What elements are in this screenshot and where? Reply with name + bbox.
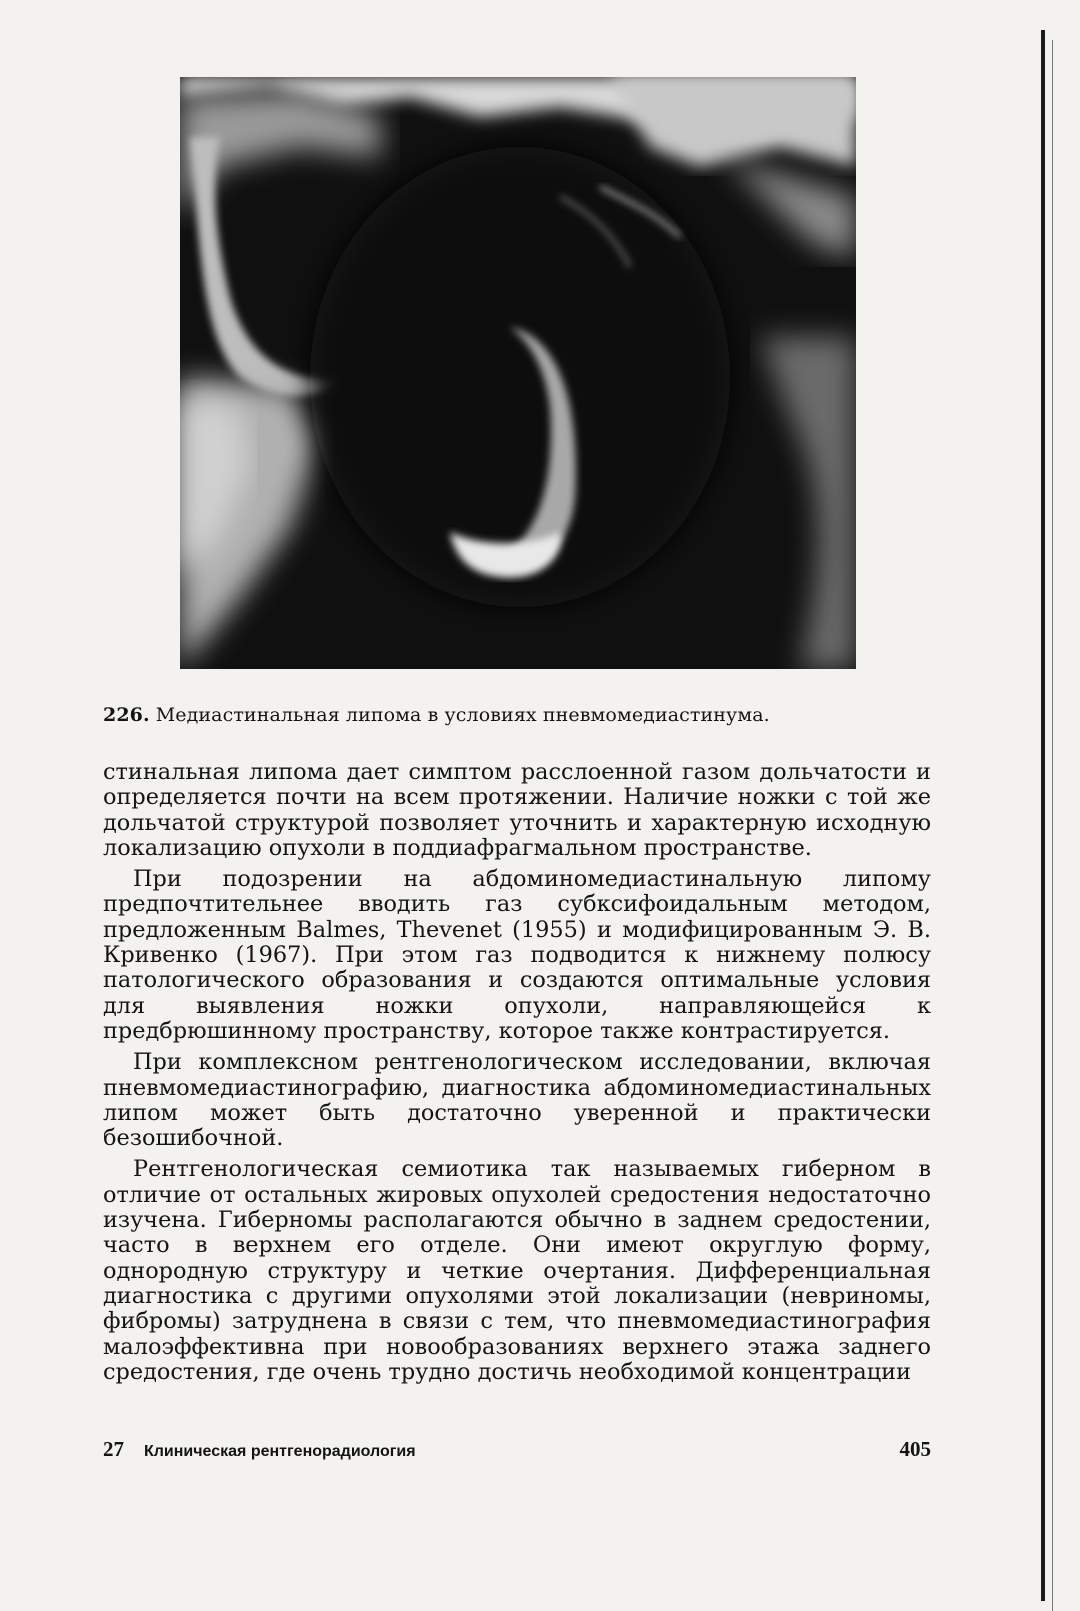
paragraph-4: Рентгенологическая семиотика так называемых гиберном в отличие от остальных жировых опухолей средостения недостаточно изучена. Гиберномы располагаются обычно в заднем средостении, часто в верхнем его отделе. Они имеют округлую форму, однородную структуру и четкие очертания. Дифференциальная диагностика с другими опухолями этой локализации (невриномы, фибромы) затруднена в связи с тем, что пневмомедиастинография малоэффективна при новообразованиях верхнего этажа заднего средостения, где очень трудно достичь необходимой концентрации (103, 1156, 931, 1385)
figure-number: 226. (103, 704, 150, 726)
paragraph-1: стинальная липома дает симптом расслоенной газом дольчатости и определяется почти на всем протяжении. Наличие ножки с той же дольчатой структурой позволяет уточнить и характерную исходную локализацию опухоли в поддиафрагмальном пространстве. (103, 759, 931, 861)
paragraph-2: При подозрении на абдоминомедиастинальную липому предпочтительнее вводить газ субксифоидальным методом, предложенным Balmes, Thevenet (1955) и модифицированным Э. В. Кривенко (1967). При этом газ подводится к нижнему полюсу патологического образования и создаются оптимальные условия для выявления ножки опухоли, направляющейся к предбрюшинному пространству, которое также контрастируется. (103, 866, 931, 1044)
figure-caption-text: Медиастинальная липома в условиях пневмомедиастинума. (155, 704, 770, 726)
figure-caption (103, 702, 933, 728)
body-text (103, 760, 931, 1385)
xray-image (180, 77, 856, 669)
running-title: Клиническая рентгенорадиология (144, 1443, 416, 1460)
paragraph-3: При комплексном рентгенологическом исследовании, включая пневмомедиастинографию, диагностика абдоминомедиастинальных липом может быть достаточно уверенной и практически безошибочной. (103, 1049, 931, 1152)
page-binding-edge (1041, 30, 1045, 1601)
xray-figure (180, 77, 856, 669)
page-footer (103, 1437, 931, 1464)
page-binding-edge-thin (1052, 40, 1053, 1611)
signature-mark: 27 (103, 1437, 124, 1461)
page-number: 405 (899, 1437, 931, 1461)
